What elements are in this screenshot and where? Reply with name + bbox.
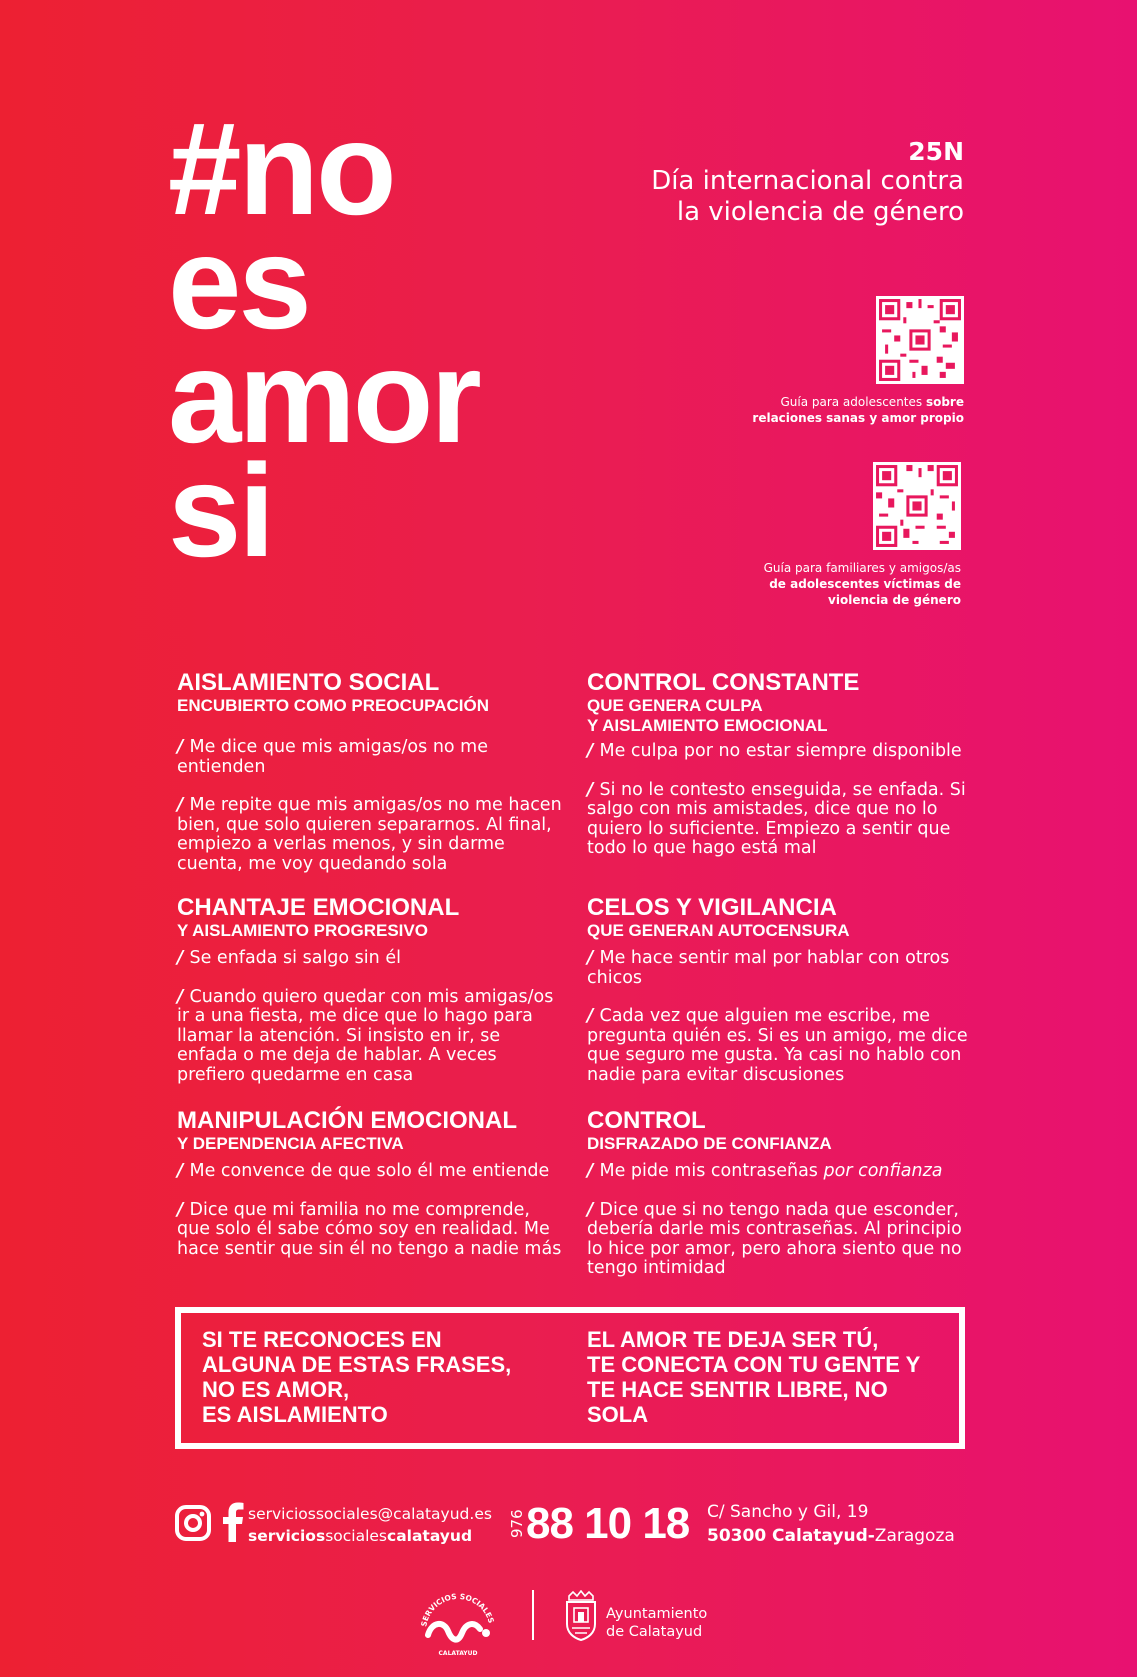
section-item — [177, 1162, 562, 1182]
ayuntamiento-crest-icon — [563, 1590, 599, 1642]
section-title: CHANTAJE EMOCIONAL — [177, 894, 460, 921]
slash-bullet-icon: / — [177, 948, 190, 968]
slash-bullet-icon: / — [177, 737, 190, 757]
event-title-line-1: Día internacional contra — [651, 166, 964, 196]
section-title: MANIPULACIÓN EMOCIONAL — [177, 1107, 517, 1134]
event-title — [651, 166, 964, 228]
section-item — [177, 738, 562, 777]
servicios-sociales-logo — [416, 1585, 500, 1661]
section-item-text: Cuando quiero quedar con mis amigas/os ir a una fiesta, me dice que lo hago para llamar la atención. Si insisto en ir, se enfada o me deja de hablar. A veces prefiero quedarme en casa — [177, 986, 554, 1085]
section-item-text: Cada vez que alguien me escribe, me pregunta quién es. Si es un amigo, me dice que seguro me gusta. Ya casi no hablo con nadie para evitar discusiones — [587, 1006, 968, 1085]
campaign-hashtag — [168, 95, 479, 584]
section-subtitle — [587, 921, 972, 941]
facebook-icon[interactable] — [222, 1502, 244, 1542]
section-title: CELOS Y VIGILANCIA — [587, 894, 837, 921]
callout-right-line: TE HACE SENTIR LIBRE, NO — [587, 1377, 888, 1402]
callout-left-line: SI TE RECONOCES EN — [202, 1327, 442, 1352]
web-part-b: sociales — [325, 1527, 387, 1545]
section-control-constante — [587, 670, 972, 859]
address-region: Zaragoza — [874, 1526, 955, 1546]
qr2-caption-bold-1: de adolescentes víctimas de — [769, 577, 961, 591]
callout-right-line: SOLA — [587, 1402, 649, 1427]
section-subtitle-line: QUE GENERA CULPA — [587, 696, 763, 715]
address — [707, 1500, 955, 1548]
section-item — [177, 796, 562, 874]
hashtag-line-2: es — [168, 209, 309, 356]
section-item-text: Me dice que mis amigas/os no me entienden — [177, 737, 488, 777]
section-subtitle-line: Y AISLAMIENTO EMOCIONAL — [587, 716, 828, 735]
phone-prefix: 976 — [508, 1509, 526, 1538]
section-item-text: Me convence de que solo él me entiende — [189, 1161, 550, 1181]
ayuntamiento-line-2: de Calatayud — [606, 1624, 703, 1640]
section-chantaje-emocional — [177, 895, 562, 1085]
event-code: 25N — [908, 137, 964, 166]
section-subtitle-line: DISFRAZADO DE CONFIANZA — [587, 1134, 832, 1153]
callout-left-line: ES AISLAMIENTO — [202, 1402, 388, 1427]
qr1-caption-bold-1: sobre — [925, 395, 964, 409]
slash-bullet-icon: / — [587, 948, 600, 968]
slash-bullet-icon: / — [587, 1199, 600, 1220]
slash-bullet-icon: / — [177, 1161, 190, 1181]
event-title-line-2: la violencia de género — [676, 197, 964, 227]
hashtag-line-1: #no — [168, 95, 394, 242]
section-item — [177, 988, 562, 1086]
section-item-text: Me pide mis contraseñas — [599, 1161, 824, 1181]
social-icons — [175, 1505, 244, 1542]
section-item-text: Se enfada si salgo sin él — [189, 948, 401, 968]
section-subtitle-line: QUE GENERAN AUTOCENSURA — [587, 921, 850, 940]
section-item — [587, 949, 972, 988]
contact-info — [248, 1503, 492, 1547]
section-item-text: Dice que si no tengo nada que esconder, debería darle mis contraseñas. Al principio lo hice por amor, pero ahora siento que no tengo intimidad — [587, 1199, 962, 1278]
section-aislamiento-social — [177, 670, 562, 874]
section-subtitle-line: Y AISLAMIENTO PROGRESIVO — [177, 921, 428, 940]
address-city-line — [707, 1524, 955, 1548]
section-item-text: Dice que mi familia no me comprende, que solo él sabe cómo soy en realidad. Me hace sentir que sin él no tengo a nadie más — [177, 1199, 562, 1259]
callout-box — [175, 1307, 965, 1449]
slash-bullet-icon: / — [587, 1161, 600, 1181]
address-city: 50300 Calatayud- — [707, 1526, 875, 1546]
hashtag-line-3: amor — [168, 323, 479, 470]
callout-left-line: ALGUNA DE ESTAS FRASES, — [202, 1352, 512, 1377]
web-part-a: servicios — [248, 1527, 326, 1545]
section-item — [587, 1162, 972, 1182]
slash-bullet-icon: / — [587, 741, 600, 761]
svg-text:SERVICIOS SOCIALES — [419, 1592, 496, 1627]
callout-right-line: TE CONECTA CON TU GENTE Y — [587, 1352, 921, 1377]
section-item-text: Me culpa por no estar siempre disponible — [599, 741, 962, 761]
slash-bullet-icon: / — [177, 795, 190, 815]
qr1-caption-bold-2: relaciones sanas y amor propio — [752, 411, 964, 425]
section-item — [587, 742, 972, 762]
callout-left — [202, 1327, 511, 1427]
section-title: AISLAMIENTO SOCIAL — [177, 669, 440, 696]
section-subtitle — [177, 921, 562, 941]
section-item — [177, 949, 562, 969]
section-celos-vigilancia — [587, 895, 972, 1085]
section-item-text: Me hace sentir mal por hablar con otros chicos — [587, 948, 950, 988]
section-item-text: Me repite que mis amigas/os no me hacen bien, que solo quieren separarnos. Al final, empiezo a verlas menos, y sin darme cuenta, me voy quedando sola — [177, 795, 562, 874]
web-part-c: calatayud — [387, 1527, 473, 1545]
section-title: CONTROL CONSTANTE — [587, 669, 860, 696]
callout-right-line: EL AMOR TE DEJA SER TÚ, — [587, 1327, 879, 1352]
section-subtitle-line: ENCUBIERTO COMO PREOCUPACIÓN — [177, 696, 490, 715]
section-subtitle — [587, 1134, 972, 1154]
qr2-caption-bold-2: violencia de género — [828, 593, 961, 607]
logo-divider — [532, 1590, 534, 1640]
section-item — [587, 781, 972, 859]
section-subtitle — [177, 1134, 562, 1154]
qr2-caption-line-1: Guía para familiares y amigos/as — [763, 561, 961, 575]
qr1-caption-plain: Guía para adolescentes — [780, 395, 926, 409]
section-item — [587, 1007, 972, 1085]
ayuntamiento-line-1: Ayuntamiento — [606, 1606, 708, 1622]
section-subtitle — [587, 696, 972, 736]
section-title: CONTROL — [587, 1107, 706, 1134]
instagram-icon[interactable] — [175, 1505, 211, 1541]
section-item — [587, 1201, 972, 1279]
slash-bullet-icon: / — [177, 986, 190, 1007]
hashtag-line-4: si — [168, 437, 273, 584]
section-subtitle — [177, 696, 562, 716]
section-control-confianza — [587, 1108, 972, 1279]
slash-bullet-icon: / — [177, 1199, 190, 1220]
slash-bullet-icon: / — [587, 779, 600, 800]
qr-block-adolescents — [752, 296, 964, 426]
section-item-text: Si no le contesto enseguida, se enfada. Si salgo con mis amistades, dice que no lo quiero lo suficiente. Empiezo a sentir que todo lo que hago está mal — [587, 779, 966, 858]
ss-logo-bottom-text: CALATAYUD — [438, 1650, 478, 1657]
callout-right — [587, 1327, 920, 1427]
callout-left-line: NO ES AMOR, — [202, 1377, 350, 1402]
phone-number: 88 10 18 — [526, 1499, 690, 1548]
qr-caption-families — [764, 560, 961, 608]
address-street: C/ Sancho y Gil, 19 — [707, 1502, 869, 1522]
section-item-emphasis: por confianza — [823, 1161, 943, 1181]
qr-block-families — [764, 462, 961, 608]
slash-bullet-icon: / — [587, 1006, 600, 1026]
ss-logo-top-text: SERVICIOS SOCIALES — [419, 1591, 496, 1628]
qr-code-icon[interactable] — [876, 296, 964, 384]
section-subtitle-line: Y DEPENDENCIA AFECTIVA — [177, 1134, 404, 1153]
ayuntamiento-name — [606, 1605, 707, 1641]
contact-email[interactable]: serviciossociales@calatayud.es — [248, 1505, 492, 1523]
qr-caption-adolescents — [752, 394, 964, 426]
event-header — [651, 138, 964, 228]
section-item — [177, 1201, 562, 1260]
contact-social-handle[interactable] — [248, 1525, 492, 1547]
qr-code-icon[interactable] — [873, 462, 961, 550]
section-manipulacion-emocional — [177, 1108, 562, 1259]
